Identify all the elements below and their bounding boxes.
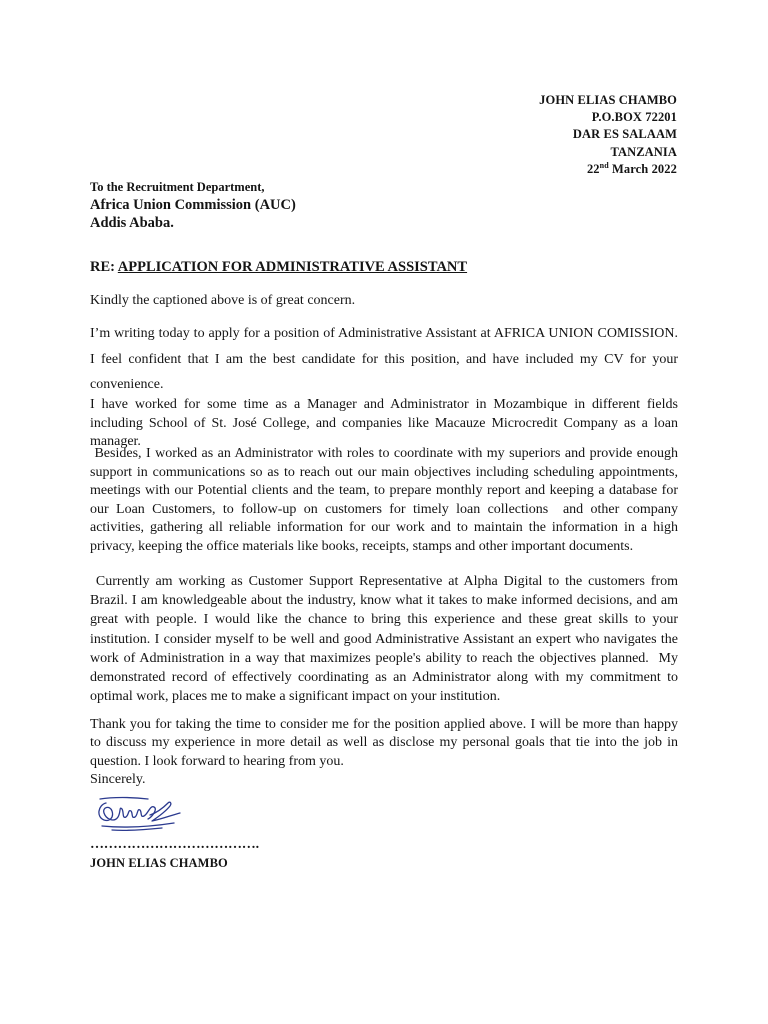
sender-pobox: P.O.BOX 72201 (591, 110, 677, 125)
sender-country: TANZANIA (610, 144, 677, 159)
recipient-block (90, 178, 296, 232)
handwritten-signature (92, 793, 188, 835)
date-suffix: nd (599, 160, 609, 170)
subject-line (90, 259, 467, 276)
subject-text: APPLICATION FOR ADMINISTRATIVE ASSISTANT (117, 259, 468, 275)
sender-city: DAR ES SALAAM (572, 127, 677, 142)
closing-salutation: Sincerely. (90, 771, 146, 787)
date-day: 22 (586, 161, 600, 176)
letter-date (539, 161, 677, 178)
signature-line: ………………………………. (90, 837, 259, 852)
subject-prefix: RE: (90, 259, 118, 275)
recipient-department: To the Recruitment Department, (90, 180, 265, 194)
thanks-text: Thank you for taking the time to consider me for the position applied above. I will be more than happy to discuss my experience in more detail as well as disclose my personal goals that tie into the job in question. I look forward to hearing from you. (90, 717, 678, 769)
sender-name: JOHN ELIAS CHAMBO (539, 93, 677, 107)
paragraph-application: I’m writing today to apply for a position of Administrative Assistant at AFRICA UNION COMISSION. I feel confident that I am the best candidate for this position, and have included my CV for your convenience. (90, 326, 678, 392)
paragraph-experience: I have worked for some time as a Manager and Administrator in Mozambique in different fields including School of St. José College, and companies like Macauze Microcredit Company as a loan manager. (90, 397, 678, 449)
signatory-name: JOHN ELIAS CHAMBO (90, 856, 228, 870)
paragraph-intro: Kindly the captioned above is of great concern. (90, 293, 356, 308)
recipient-organization: Africa Union Commission (AUC) (90, 197, 296, 213)
sender-address-block (539, 92, 677, 178)
paragraph-administrator-roles: Besides, I worked as an Administrator with roles to coordinate with my superiors and provide enough support in communications so as to reach out our main objectives including scheduling appointments, meetings with our Potential clients and the team, to prepare monthly report and keeping a database for our Loan Customers, to follow-up on customers for timely loan collections and other company activities, gathering all reliable information for our work and to maintain the information in a high privacy, keeping the office materials like books, receipts, stamps and other important documents. (90, 446, 682, 554)
paragraph-current-role: Currently am working as Customer Support Representative at Alpha Digital to the customers from Brazil. I am knowledgeable about the industry, know what it takes to make informed decisions, and am great with people. I would like the chance to bring this experience and these great skills to your institution. I consider myself to be well and good Administrative Assistant an expert who navigates the work of Administration in a way that maximizes people's ability to reach the objectives planned. My demonstrated record of effectively coordinating as an Administrator along with my commitment to optimal work, places me to make a significant impact on your institution. (90, 574, 682, 705)
paragraph-thanks (90, 716, 678, 789)
recipient-city: Addis Ababa. (90, 215, 174, 231)
date-rest: March 2022 (608, 161, 677, 176)
